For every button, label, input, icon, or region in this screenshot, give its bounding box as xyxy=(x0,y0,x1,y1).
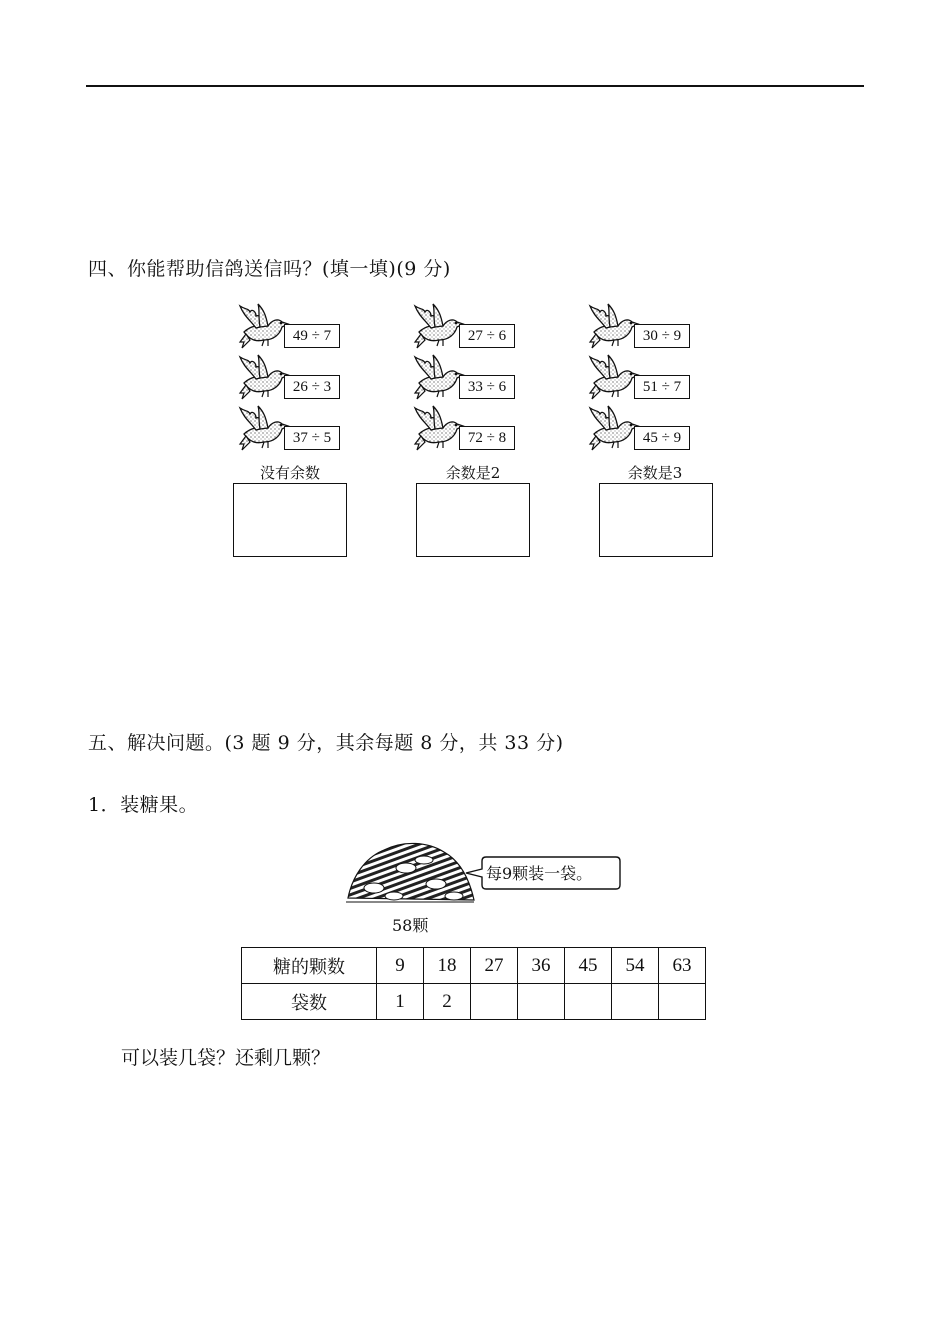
expression-card: 26 ÷ 3 xyxy=(284,375,340,399)
dove-row xyxy=(413,404,553,455)
dove-icon xyxy=(238,353,290,401)
table-header-cell: 糖的颗数 xyxy=(242,948,377,984)
mailbox-label-2: 余数是2 xyxy=(445,464,501,482)
table-row xyxy=(242,984,706,1020)
dove-icon xyxy=(413,353,465,401)
dove-row xyxy=(588,353,728,404)
answer-cell[interactable] xyxy=(612,984,659,1020)
answer-cell[interactable] xyxy=(471,984,518,1020)
table-row xyxy=(242,948,706,984)
answer-cell[interactable] xyxy=(565,984,612,1020)
section5-title: 五、解决问题。(3 题 9 分，其余每题 8 分，共 33 分) xyxy=(88,732,564,754)
question1-prompt: 可以装几袋？还剩几颗？ xyxy=(121,1047,331,1069)
table-cell: 1 xyxy=(377,984,424,1020)
dove-icon xyxy=(588,404,640,452)
dove-column-2 xyxy=(413,302,553,455)
expression-card: 30 ÷ 9 xyxy=(634,324,690,348)
table-cell: 18 xyxy=(424,948,471,984)
dove-row xyxy=(238,404,378,455)
question1-title: 1．装糖果。 xyxy=(88,794,199,816)
answer-box-3[interactable] xyxy=(599,483,713,557)
speech-text: 每9颗装一袋。 xyxy=(486,864,593,883)
dove-icon xyxy=(238,302,290,350)
expression-card: 49 ÷ 7 xyxy=(284,324,340,348)
answer-box-1[interactable] xyxy=(233,483,347,557)
expression-card: 72 ÷ 8 xyxy=(459,426,515,450)
table-cell: 45 xyxy=(565,948,612,984)
answer-box-2[interactable] xyxy=(416,483,530,557)
candy-count: 58颗 xyxy=(392,916,429,935)
table-header-cell: 袋数 xyxy=(242,984,377,1020)
dove-icon xyxy=(413,404,465,452)
dove-row xyxy=(238,302,378,353)
dove-row xyxy=(238,353,378,404)
dove-row xyxy=(413,353,553,404)
section4-title: 四、你能帮助信鸽送信吗？(填一填)(9 分) xyxy=(88,258,451,280)
table-cell: 9 xyxy=(377,948,424,984)
table-cell: 27 xyxy=(471,948,518,984)
answer-cell[interactable] xyxy=(518,984,565,1020)
table-cell: 36 xyxy=(518,948,565,984)
dove-row xyxy=(588,302,728,353)
expression-card: 51 ÷ 7 xyxy=(634,375,690,399)
table-cell: 63 xyxy=(659,948,706,984)
candy-table xyxy=(241,947,706,1020)
expression-card: 27 ÷ 6 xyxy=(459,324,515,348)
candy-pile-icon xyxy=(344,838,476,908)
dove-icon xyxy=(588,302,640,350)
dove-icon xyxy=(238,404,290,452)
answer-cell[interactable] xyxy=(659,984,706,1020)
table-cell: 2 xyxy=(424,984,471,1020)
table-cell: 54 xyxy=(612,948,659,984)
dove-column-1 xyxy=(238,302,378,455)
expression-card: 37 ÷ 5 xyxy=(284,426,340,450)
dove-column-3 xyxy=(588,302,728,455)
mailbox-label-1: 没有余数 xyxy=(259,464,320,482)
dove-row xyxy=(413,302,553,353)
dove-icon xyxy=(413,302,465,350)
expression-card: 33 ÷ 6 xyxy=(459,375,515,399)
dove-row xyxy=(588,404,728,455)
expression-card: 45 ÷ 9 xyxy=(634,426,690,450)
dove-icon xyxy=(588,353,640,401)
top-rule xyxy=(86,85,864,87)
mailbox-label-3: 余数是3 xyxy=(627,464,683,482)
